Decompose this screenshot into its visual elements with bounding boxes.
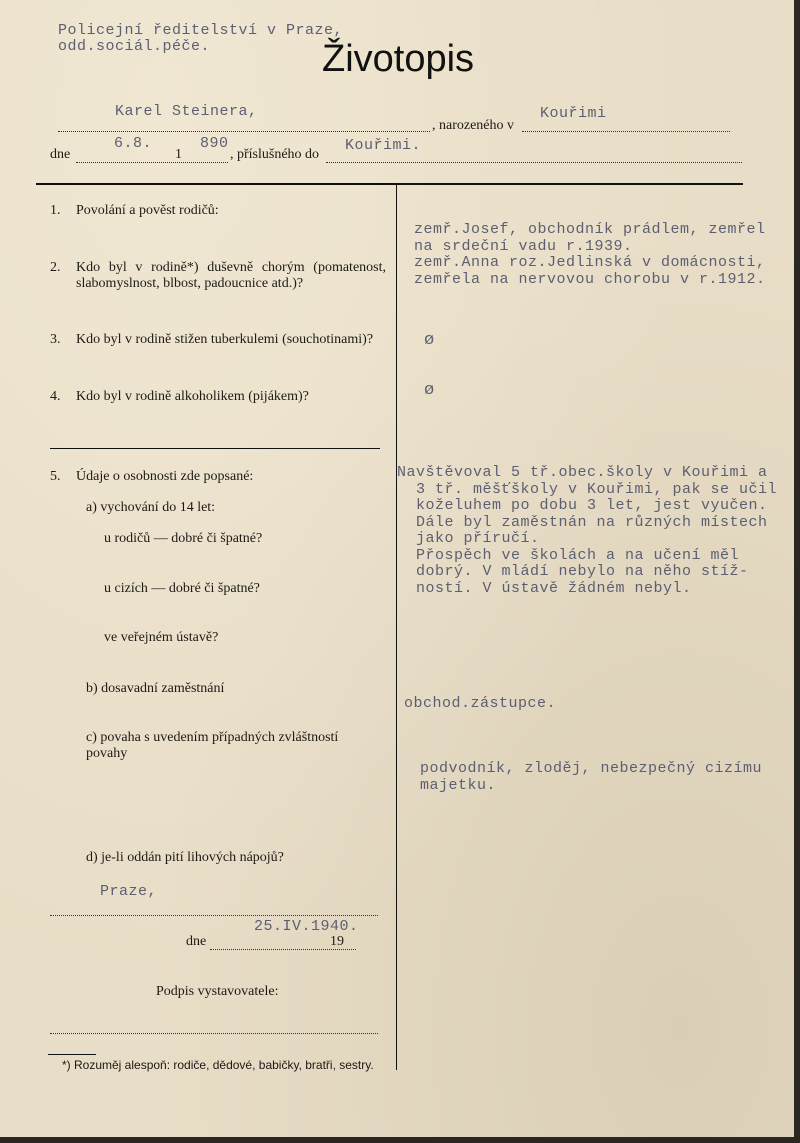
domicile-dotted-line (326, 162, 742, 163)
answer-personality: Navštěvoval 5 tř.obec.školy v Kouřimi a 3 tř. měšťškoly v Kouřimi, pak se učil koželuhem po dobu 3 let, jest vyučen. Dále byl zaměstnán na různých místech jako příručí. Přospěch ve školách a na učení měl dobrý. V mládí nebylo na něho stíž- ností. V ústavě žádném nebyl. (397, 464, 778, 597)
issue-date-dotted-line (210, 949, 356, 950)
subquestion-c: c) povaha s uvedením případných zvláštností povahy (86, 730, 339, 761)
scan-edge-bottom (0, 1137, 800, 1143)
birth-year-value: 890 (200, 135, 229, 152)
answer-parents: zemř.Josef, obchodník prádlem, zemřel na srdeční vadu r.1939. zemř.Anna roz.Jedlinská v domácnosti, zemřela na nervovou chorobu v r.1912. (414, 221, 766, 288)
answer-employment: obchod.zástupce. (404, 695, 557, 712)
office-line-2: odd.sociál.péče. (58, 38, 211, 55)
section-5-divider (50, 448, 380, 449)
question-1-num: 1. (50, 203, 61, 218)
header-divider (36, 183, 743, 185)
scan-edge-right (794, 0, 800, 1143)
name-dotted-line (58, 131, 430, 132)
column-divider (396, 185, 397, 1070)
question-3-num: 3. (50, 332, 61, 347)
issue-date: 25.IV.1940. (254, 918, 359, 935)
office-line-1: Policejní ředitelství v Praze, (58, 22, 344, 39)
birthplace-dotted-line (522, 131, 730, 132)
birthplace-value: Kouřimi (540, 105, 607, 122)
question-2-num: 2. (50, 260, 61, 275)
question-2-text: Kdo byl v rodině*) duševně chorým (pomatenost, slabomyslnost, blbost, padoucnice atd.)? (76, 260, 386, 291)
subquestion-a: a) vychování do 14 let: (86, 500, 216, 515)
place-dotted-line (50, 915, 378, 916)
answer-tuberculosis: ø (424, 331, 435, 350)
subquestion-d: d) je-li oddán pití lihových nápojů? (86, 850, 284, 865)
domicile-label: , příslušného do (230, 147, 320, 162)
subquestion-a-strangers: u cizích — dobré či špatné? (104, 581, 260, 596)
question-4-num: 4. (50, 389, 61, 404)
page-title: Životopis (322, 38, 475, 80)
subquestion-a-parents: u rodičů — dobré či špatné? (104, 531, 263, 546)
signature-label: Podpis vystavovatele: (156, 984, 279, 999)
born-in-label: , narozeného v (432, 118, 515, 133)
birth-year-prefix: 1 (175, 147, 182, 162)
subquestion-a-institution: ve veřejném ústavě? (104, 630, 219, 645)
place-value: Praze, (100, 883, 158, 900)
dne-label: dne (50, 147, 71, 162)
question-5-num: 5. (50, 469, 61, 484)
signature-dotted-line (50, 1033, 378, 1034)
question-4-text: Kdo byl v rodině alkoholikem (pijákem)? (76, 389, 309, 404)
issue-dne-label: dne (186, 934, 207, 949)
question-5-text: Údaje o osobnosti zde popsané: (76, 469, 254, 484)
footnote: *) Rozuměj alespoň: rodiče, dědové, babičky, bratři, sestry. (62, 1058, 374, 1072)
date-dotted-line (76, 162, 228, 163)
question-3-text: Kdo byl v rodině stižen tuberkulemi (souchotinami)? (76, 332, 374, 347)
answer-character: podvodník, zloděj, nebezpečný cizímu majetku. (420, 760, 763, 794)
person-name: Karel Steinera, (115, 103, 258, 120)
question-1-text: Povolání a pověst rodičů: (76, 203, 219, 218)
subquestion-b: b) dosavadní zaměstnání (86, 681, 225, 696)
issue-year-prefix: 19 (330, 934, 344, 949)
answer-alcoholism: ø (424, 381, 435, 400)
domicile-value: Kouřimi. (345, 137, 422, 154)
footnote-rule (48, 1054, 96, 1055)
birth-date: 6.8. (114, 135, 153, 152)
